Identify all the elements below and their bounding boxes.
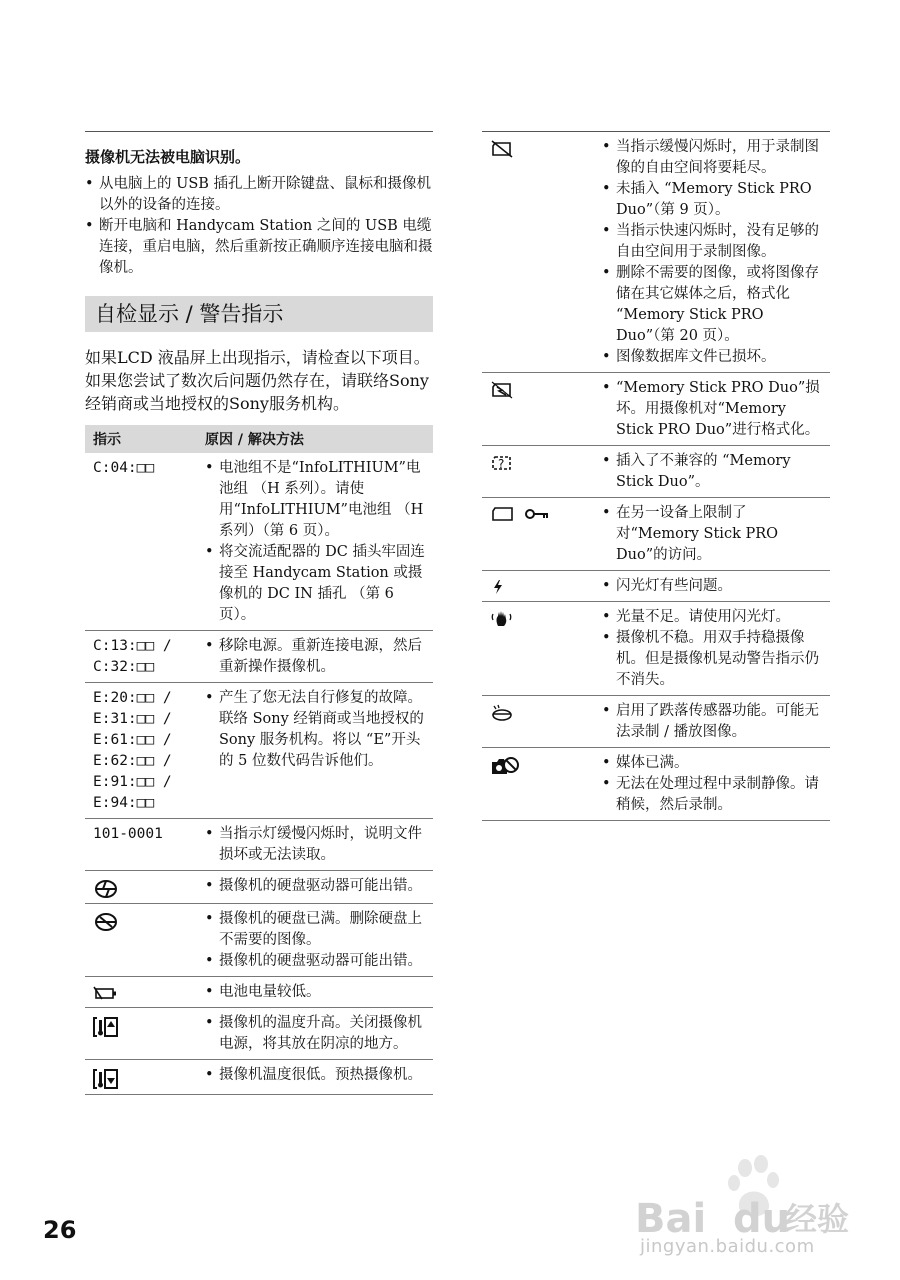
temperature-low-icon (93, 1068, 119, 1090)
media-full-icon (490, 756, 520, 776)
drop-sensor-icon (490, 704, 516, 722)
indicator-cell (482, 748, 594, 821)
trouble-title: 摄像机无法被电脑识别。 (85, 148, 251, 166)
cause-cell (197, 819, 433, 871)
indicator-cell (482, 446, 594, 498)
left-column (85, 131, 433, 1095)
cause-cell (197, 631, 433, 683)
table-row (85, 871, 433, 904)
error-code: E:62:□□ / (93, 753, 172, 769)
indicator-table-continued (482, 131, 830, 821)
watermark-url: jingyan.baidu.com (640, 1236, 815, 1257)
cause-item: • 插入了不兼容的 “Memory Stick Duo”。 (602, 451, 826, 493)
cause-cell (594, 446, 830, 498)
section-heading: 自检显示 / 警告指示 (85, 296, 433, 332)
page-number: 26 (43, 1216, 77, 1244)
cause-item: • 媒体已满。 (602, 753, 826, 774)
cause-item: • 电池电量较低。 (205, 982, 429, 1003)
cause-cell (594, 498, 830, 571)
cause-item: • 当指示缓慢闪烁时，用于录制图像的自由空间将要耗尽。 (602, 137, 826, 179)
temperature-high-icon (93, 1016, 119, 1038)
cause-item: • 移除电源。重新连接电源，然后重新操作摄像机。 (205, 636, 429, 678)
header-indicator: 指示 (85, 425, 197, 453)
cause-item: • 无法在处理过程中录制静像。请稍候，然后录制。 (602, 774, 826, 816)
error-code: C:13:□□ / (93, 638, 172, 654)
right-column (482, 131, 830, 821)
cause-item: • 当指示灯缓慢闪烁时，说明文件损坏或无法读取。 (205, 824, 429, 866)
indicator-cell (85, 871, 197, 904)
indicator-cell (482, 132, 594, 373)
section-intro (85, 346, 433, 415)
table-row (85, 453, 433, 631)
error-code: E:31:□□ / (93, 711, 172, 727)
table-row (85, 977, 433, 1008)
cause-item: • 电池组不是“InfoLITHIUM”电池组 （H 系列）。请使用“InfoLITHIUM”电池组 （H 系列）（第 6 页）。 (205, 458, 429, 542)
table-row (85, 819, 433, 871)
memory-stick-slash-icon (490, 140, 516, 158)
indicator-cell (85, 683, 197, 819)
indicator-table (85, 425, 433, 1095)
cause-item: • 光量不足。请使用闪光灯。 (602, 607, 826, 628)
indicator-cell (482, 696, 594, 748)
table-row (482, 498, 830, 571)
cause-cell (594, 373, 830, 446)
cause-item: • 在另一设备上限制了对“Memory Stick PRO Duo”的访问。 (602, 503, 826, 566)
table-row (482, 696, 830, 748)
cause-cell (594, 602, 830, 696)
error-code: C:04:□□ (93, 460, 155, 476)
table-row (85, 631, 433, 683)
header-cause: 原因 / 解决方法 (197, 425, 433, 453)
memory-stick-incompatible-icon (490, 454, 516, 472)
svg-text:Bai: Bai (635, 1196, 707, 1242)
intro-paragraph: 如果LCD 液晶屏上出现指示，请检查以下项目。 (85, 348, 430, 367)
table-row (85, 683, 433, 819)
cause-item: • 闪光灯有些问题。 (602, 576, 826, 597)
cause-item: • 摄像机的硬盘已满。删除硬盘上不需要的图像。 (205, 909, 429, 951)
table-row (482, 132, 830, 373)
cause-item: • 未插入 “Memory Stick PRO Duo”（第 9 页）。 (602, 179, 826, 221)
cause-item: • 图像数据库文件已损坏。 (602, 347, 826, 368)
cause-item: • 摄像机不稳。用双手持稳摄像机。但是摄像机晃动警告指示仍不消失。 (602, 628, 826, 691)
error-code: E:94:□□ (93, 795, 155, 811)
indicator-cell (85, 1060, 197, 1095)
table-header-row (85, 425, 433, 453)
svg-text:?: ? (498, 457, 505, 471)
cause-item: • 当指示快速闪烁时，没有足够的自由空间用于录制图像。 (602, 221, 826, 263)
table-row (85, 1008, 433, 1060)
table-row (482, 602, 830, 696)
hdd-error-icon (93, 879, 119, 899)
table-row (482, 571, 830, 602)
cause-cell (594, 696, 830, 748)
table-row (482, 748, 830, 821)
flash-icon (490, 579, 510, 595)
cause-cell (197, 871, 433, 904)
memory-stick-locked-icon (490, 506, 550, 522)
cause-cell (197, 683, 433, 819)
trouble-bullet: • 断开电脑和 Handycam Station 之间的 USB 电缆连接，重启电脑，然后重新按正确顺序连接电脑和摄像机。 (85, 216, 433, 279)
cause-item: • 摄像机温度很低。预热摄像机。 (205, 1065, 429, 1086)
cause-cell (594, 748, 830, 821)
error-code: E:61:□□ / (93, 732, 172, 748)
trouble-bullet: • 从电脑上的 USB 插孔上断开除键盘、鼠标和摄像机以外的设备的连接。 (85, 174, 433, 216)
battery-low-icon (93, 985, 119, 1001)
trouble-bullet-list (85, 174, 433, 279)
cause-item: • 摄像机的硬盘驱动器可能出错。 (205, 951, 429, 972)
hdd-full-icon (93, 912, 119, 932)
camera-shake-icon (490, 610, 516, 628)
table-row (85, 1060, 433, 1095)
cause-cell (197, 453, 433, 631)
indicator-cell (85, 631, 197, 683)
cause-item: • 摄像机的硬盘驱动器可能出错。 (205, 876, 429, 897)
table-row (482, 446, 830, 498)
cause-cell (197, 977, 433, 1008)
cause-item: • 将交流适配器的 DC 插头牢固连接至 Handycam Station 或摄像机的 DC IN 插孔 （第 6 页）。 (205, 542, 429, 626)
cause-cell (197, 1060, 433, 1095)
cause-cell (197, 1008, 433, 1060)
indicator-cell (85, 453, 197, 631)
cause-cell (594, 132, 830, 373)
table-row (482, 373, 830, 446)
cause-item: • 摄像机的温度升高。关闭摄像机电源，将其放在阴凉的地方。 (205, 1013, 429, 1055)
svg-text:经验: 经验 (785, 1200, 850, 1238)
indicator-cell (85, 819, 197, 871)
error-code: E:91:□□ / (93, 774, 172, 790)
indicator-cell (482, 602, 594, 696)
cause-cell (197, 904, 433, 977)
indicator-cell (85, 977, 197, 1008)
error-code: 101-0001 (93, 826, 163, 842)
cause-item: • 删除不需要的图像，或将图像存储在其它媒体之后，格式化 “Memory Stick PRO Duo”（第 20 页）。 (602, 263, 826, 347)
cause-item: • 产生了您无法自行修复的故障。联络 Sony 经销商或当地授权的 Sony 服务机构。将以 “E”开头的 5 位数代码告诉他们。 (205, 688, 429, 772)
cause-item: • 启用了跌落传感器功能。可能无法录制 / 播放图像。 (602, 701, 826, 743)
indicator-cell (85, 904, 197, 977)
table-row (85, 904, 433, 977)
memory-stick-damaged-icon (490, 381, 516, 399)
cause-cell (594, 571, 830, 602)
error-code: E:20:□□ / (93, 690, 172, 706)
indicator-cell (482, 571, 594, 602)
indicator-cell (482, 373, 594, 446)
cause-item: • “Memory Stick PRO Duo”损坏。用摄像机对“Memory Stick PRO Duo”进行格式化。 (602, 378, 826, 441)
svg-text:du: du (733, 1196, 791, 1242)
intro-paragraph: 如果您尝试了数次后问题仍然存在，请联络Sony经销商或当地授权的Sony服务机构。 (85, 371, 429, 413)
indicator-cell (85, 1008, 197, 1060)
error-code: C:32:□□ (93, 659, 155, 675)
indicator-cell (482, 498, 594, 571)
top-rule (85, 131, 433, 132)
